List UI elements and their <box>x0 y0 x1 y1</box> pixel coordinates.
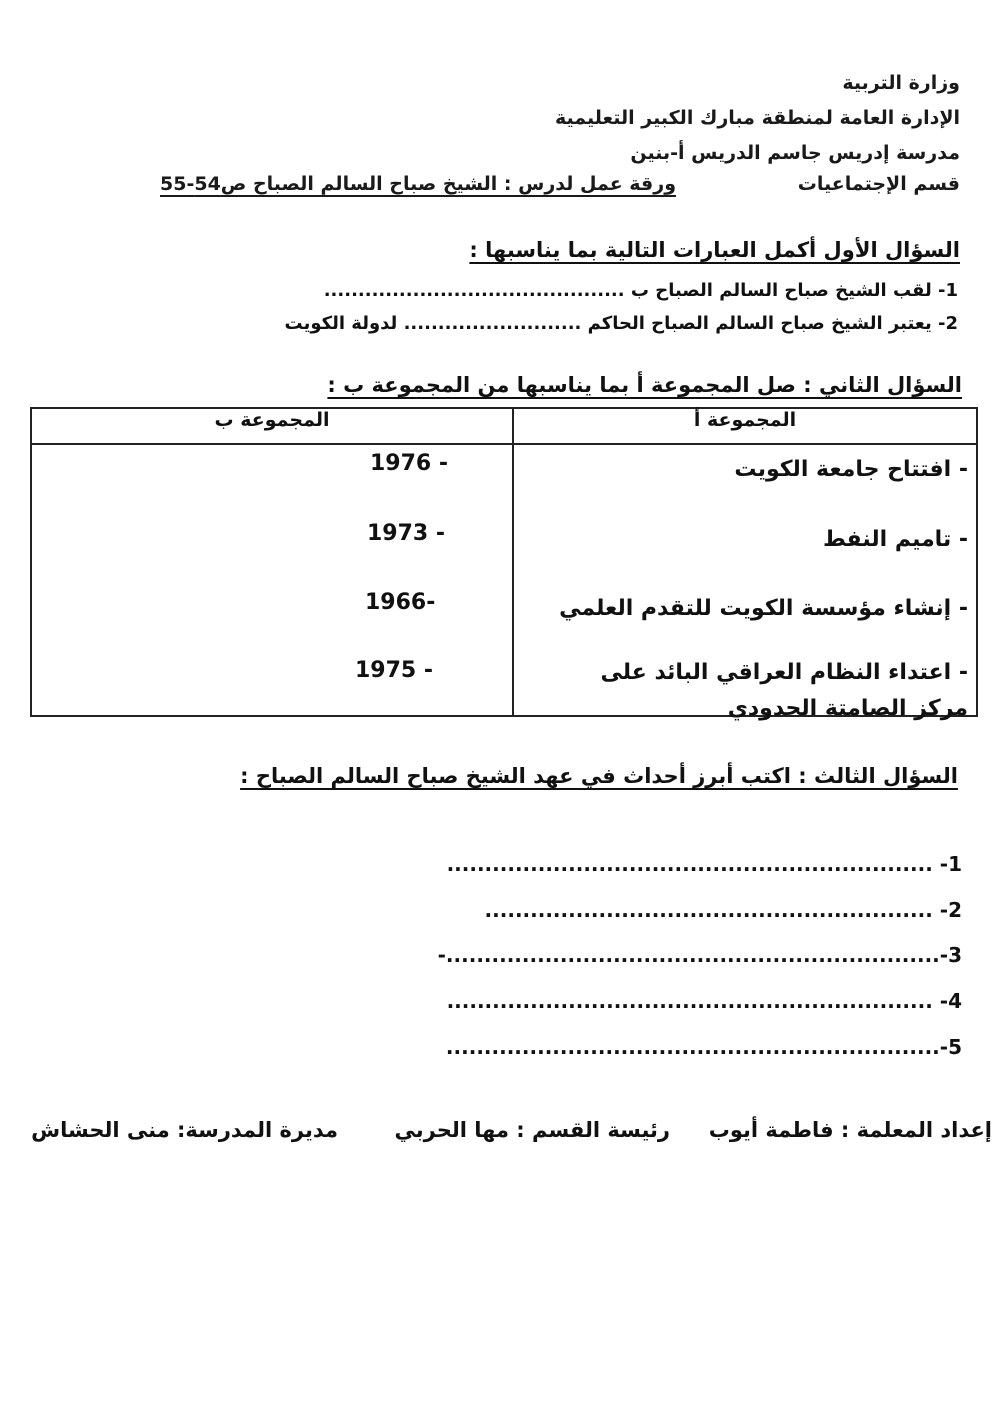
head-signature: رئيسة القسم : مها الحربي <box>394 1118 670 1142</box>
answer-line-5[interactable]: 5-................................................................. <box>445 1035 962 1059</box>
group-b-column <box>31 444 513 716</box>
ministry-name: وزارة التربية <box>842 72 960 94</box>
directorate-name: الإدارة العامة لمنطقة مبارك الكبير التعليمية <box>555 107 960 129</box>
department-name: قسم الإجتماعيات <box>797 173 960 195</box>
group-a-item[interactable]: - اعتداء النظام العراقي البائد على مركز الصامتة الحدودي <box>600 660 968 721</box>
q1-line-1 <box>324 280 958 301</box>
teacher-signature: إعداد المعلمة : فاطمة أيوب <box>708 1118 992 1142</box>
matching-table <box>30 407 978 721</box>
answer-line-4[interactable]: 4- ................................................................ <box>446 989 962 1013</box>
group-a-column <box>513 444 977 721</box>
group-b-item[interactable]: 1976 - <box>370 451 449 476</box>
q1-line-2-end: لدولة الكويت <box>284 313 398 334</box>
q1-title: السؤال الأول أكمل العبارات التالية بما يناسبها : <box>469 238 960 262</box>
principal-signature: مديرة المدرسة: منى الحشاش <box>31 1118 338 1142</box>
q1-line-2-text: 2- يعتبر الشيخ صباح السالم الصباح الحاكم <box>587 313 958 334</box>
group-a-item[interactable]: - تاميم النفط <box>823 527 968 552</box>
answer-line-3[interactable]: 3-.................................................................- <box>437 943 962 967</box>
group-b-header: المجموعة ب <box>31 408 513 444</box>
q1-line-2 <box>285 313 958 334</box>
school-name: مدرسة إدريس جاسم الدريس أ-بنين <box>630 142 960 164</box>
answer-line-1[interactable]: 1- ................................................................ <box>446 852 962 876</box>
group-a-item[interactable]: - افتتاح جامعة الكويت <box>734 457 968 482</box>
group-b-item[interactable]: 1966- <box>365 590 436 615</box>
group-b-item[interactable]: 1973 - <box>367 521 446 546</box>
worksheet-title: ورقة عمل لدرس : الشيخ صباح السالم الصباح ص54-55 <box>160 173 676 195</box>
group-a-item[interactable]: - إنشاء مؤسسة الكويت للتقدم العلمي <box>559 596 968 621</box>
group-b-item[interactable]: 1975 - <box>355 658 434 683</box>
q2-title: السؤال الثاني : صل المجموعة أ بما يناسبها من المجموعة ب : <box>327 373 962 397</box>
q3-title: السؤال الثالث : اكتب أبرز أحداث في عهد الشيخ صباح السالم الصباح : <box>240 764 958 788</box>
group-a-header: المجموعة أ <box>513 408 977 444</box>
q1-line-1-blank[interactable]: ............................................ <box>323 280 625 301</box>
q1-line-1-text: 1- لقب الشيخ صباح السالم الصباح ب <box>630 280 958 301</box>
answer-line-2[interactable]: 2- ........................................................... <box>484 898 962 922</box>
q1-line-2-blank[interactable]: .......................... <box>403 313 582 334</box>
